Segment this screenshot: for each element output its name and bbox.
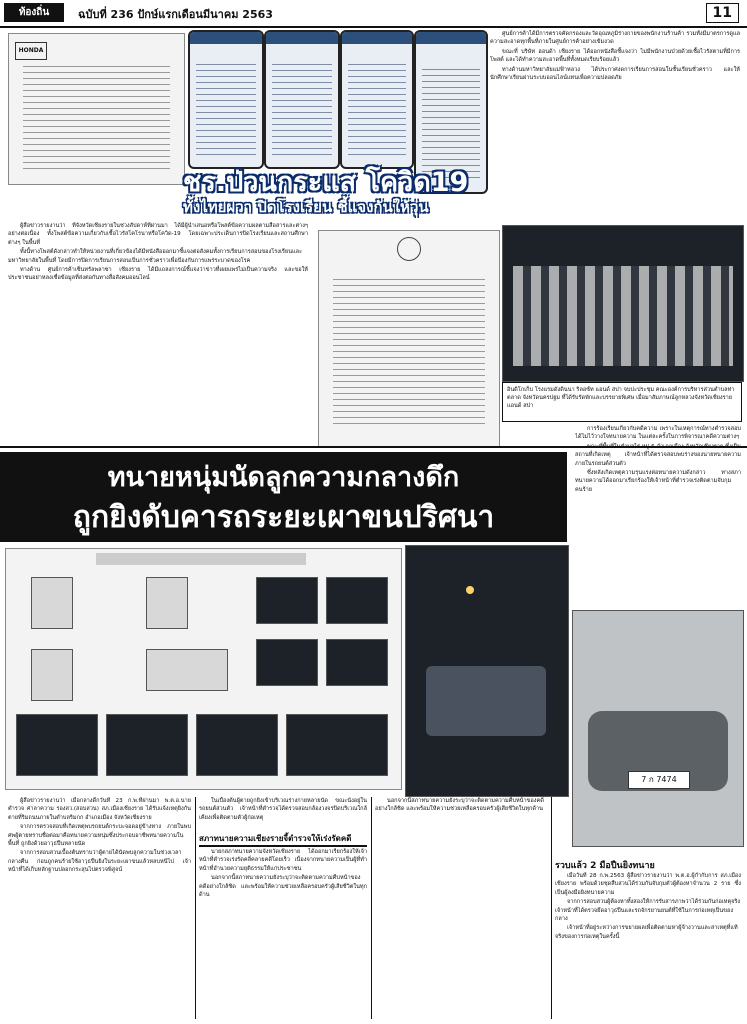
cctv-thumb-3 (196, 714, 278, 776)
crime-headline-block (0, 452, 567, 542)
paragraph: การร้องเรียนเกี่ยวกับคดีความ เพราะในเหตุการณ์ทางตำรวจสอบได้ไม่ไว้วางใจทนายความ ในแต่ละครั้งในการพิจารณาคดีความต่างๆ (575, 426, 741, 441)
crime-body-column-2 (199, 848, 367, 1019)
gunmen-subhead: รวบแล้ว 2 มือปืนยิงทนาย (555, 861, 655, 871)
paragraph: ทางด้าน ศูนย์การค้าเซ็นทรัลพลาซา เชียงราย ได้มีแถลงการณ์ชี้แจงว่าข่าวที่เผยแพร่ไม่เป็นความจริง และขอให้ประชาชนอย่าหลงเชื่อข้อมูลที่ส่งต่อกันทางสื่อสังคมออนไลน์ (8, 267, 308, 282)
paragraph: จากการสอบสวนผู้ต้องหาทั้งสองให้การรับสารภาพว่าได้ร่วมกันก่อเหตุจริง เจ้าหน้าที่ได้ตรวจยึดอาวุธปืนและรถจักรยานยนต์ที่ใช้ในการก่อเหตุเป็นของกลาง (555, 899, 741, 923)
paragraph: ผู้สื่อข่าวรายงานว่า ที่จังหวัดเชียงรายในช่วงสัปดาห์ที่ผ่านมา ได้มีผู้นำเสนอหรือโพสต์ข้อความผลตามสื่อสารและต่างๆ อย่างต่อเนื่อง ทั้งโพสต์ข้อความเกี่ยวกับเชื้อไวรัสโคโรนาหรือโควิด-19 โดยเฉพาะประเด็นการปิดโรงเรียนและสถานศึกษาต่างๆ ในพื้นที่ (8, 223, 308, 246)
paragraph: ซึ่งหลังเกิดเหตุความรุนแรงต่อทนายความดังกล่าว ทางสภาทนายความได้ออกมาเรียกร้องให้เจ้าหน้าที่ตำรวจเร่งติดตามจับกุมคนร้าย (575, 470, 741, 493)
top-headline: ชร.ป่วนกระแส โควิด19 (183, 167, 469, 198)
police-subhead: สภาทนายความเชียงรายจี้ตำรวจให้เร่งรัดคดี (199, 832, 367, 847)
top-subheadline: ทั้งไทยผวา ปิดโรงเรียน ชี้แจงกันให้วุ่น (183, 198, 429, 216)
phone-screenshot-3 (340, 30, 414, 169)
cctv-thumb-4 (286, 714, 388, 776)
paragraph: นอกจากนี้สภาทนายความยังระบุว่าจะติดตามความคืบหน้าของคดีอย่างใกล้ชิด และพร้อมให้ความช่วยเหลือครอบครัวผู้เสียชีวิตในทุกด้าน (375, 798, 544, 813)
honda-letter-image (8, 33, 185, 185)
paragraph: จากการตรวจสอบที่เกิดเหตุพบรถยนต์กระบะจอดอยู่ข้างทาง ภายในพบศพผู้ตายทราบชื่อต่อมาคือทนายความหนุ่มซึ่งประกอบอาชีพทนายความในพื้นที่ ถูกยิงด้วยอาวุธปืนหลายนัด (8, 824, 191, 848)
phone-screenshot-1 (188, 30, 264, 169)
event-photo (502, 225, 744, 382)
evidence-thumb (146, 649, 228, 691)
paragraph: เมื่อวันที่ 28 ก.พ.2563 ผู้สื่อข่าวรายงานว่า พ.ต.อ.ผู้กำกับการ สภ.เมืองเชียงราย พร้อมด้วยชุดสืบสวนได้ร่วมกันจับกุมตัวผู้ต้องหาจำนวน 2 ราย ซึ่งเป็นผู้ลงมือยิงทนายความ (555, 873, 741, 896)
car-photo (572, 610, 744, 847)
paragraph: สถานที่เกิดเหตุ เจ้าหน้าที่ได้ตรวจสอบพบร่างของนายทนายความภายในรถยนต์ส่วนตัว (575, 452, 741, 467)
cctv-thumb-1 (16, 714, 98, 776)
top-story-right-column (490, 30, 740, 220)
paragraph: ทางด้านมหาวิทยาลัยแม่ฟ้าหลวง ได้ประกาศงดการเรียนการสอนในชั้นเรียนชั่วคราว และให้นักศึกษาเรียนผ่านระบบออนไลน์แทนเพื่อความปลอดภัย (490, 66, 740, 82)
paragraph: ในเบื้องต้นผู้ตายถูกยิงเข้าบริเวณร่างกายหลายนัด ขณะนั่งอยู่ในรถยนต์ส่วนตัว เจ้าหน้าที่ตำรวจได้ตรวจสอบกล้องวงจรปิดบริเวณใกล้เคียงเพื่อติดตามตัวผู้ก่อเหตุ (199, 798, 367, 821)
crime-scene-thumb-1 (256, 577, 318, 624)
paragraph: นายกสภาทนายความจังหวัดเชียงราย ได้ออกมาเรียกร้องให้เจ้าหน้าที่ตำรวจเร่งรัดคลี่คลายคดีโดยเร็ว เนื่องจากทนายความเป็นผู้ที่ทำหน้าที่อำนวยความยุติธรรมให้แก่ประชาชน (199, 849, 367, 872)
top-story-left-column (8, 222, 308, 447)
crime-scene-thumb-3 (256, 639, 318, 686)
night-crime-scene-photo (405, 545, 569, 797)
crime-headline-line1: ทนายหนุ่มนัดลูกความกลางดึก (107, 462, 460, 493)
event-photo-caption (502, 382, 742, 422)
honda-logo: HONDA (15, 42, 47, 60)
suspect-photo-2 (31, 649, 73, 701)
police-suspect-chart (5, 548, 402, 790)
phone-screenshot-2 (264, 30, 340, 169)
paragraph: จากการสอบสวนเบื้องต้นทราบว่าผู้ตายได้นัดพบลูกความในช่วงเวลากลางคืน ก่อนถูกคนร้ายใช้อาวุธปืนยิงในระยะเผาขนแล้วหลบหนีไป เจ้าหน้าที่ได้เก็บหลักฐานปลอกกระสุนไปตรวจพิสูจน์ (8, 850, 191, 874)
paragraph: ศูนย์การค้าได้มีการตรวจคัดกรองและวัดอุณหภูมิร่างกายของพนักงานร้านค้า รวมทั้งมีมาตรการดูแลความสะอาดทุกพื้นที่ภายในศูนย์การค้าอย่างเข้มงวด (490, 31, 740, 46)
top-headline-block (183, 168, 483, 220)
suspect-photo-1 (31, 577, 73, 629)
paragraph: นอกจากนี้สภาทนายความยังระบุว่าจะติดตามความคืบหน้าของคดีอย่างใกล้ชิด และพร้อมให้ความช่วยเหลือครอบครัวผู้เสียชีวิตในทุกด้าน (199, 875, 367, 899)
masthead (0, 0, 747, 28)
cctv-thumb-2 (106, 714, 188, 776)
crime-headline-line2: ถูกยิงดับคารถระยะเผาขนปริศนา (72, 500, 495, 535)
crime-body-column-3 (375, 797, 547, 1019)
university-letter-image (318, 230, 500, 447)
crime-scene-thumb-2 (326, 577, 388, 624)
license-plate: 7 ก 7474 (628, 771, 690, 789)
paragraph: ผู้สื่อข่าวรายงานว่า เมื่อกลางดึกวันที่ 23 ก.พ.ที่ผ่านมา พ.ต.อ.นายตำรวจ ศาลาความ รองสว.(สอบสวน) สภ.เมืองเชียงราย ได้รับแจ้งเหตุยิงกันตายที่ริมถนนภายในตำบลริมกก อำเภอเมือง จังหวัดเชียงราย (8, 798, 191, 821)
crime-body-column-1 (8, 797, 191, 1019)
seal-icon (397, 237, 421, 261)
paragraph: ทั้งนี้ทางโพสต์ดังกล่าวทำให้หน่วยงานที่เกี่ยวข้องได้มีหนังสือออกมาชี้แจงต่อสังคมทั้งการเรียนการสอนของโรงเรียนและมหาวิทยาลัยในพื้นที่ โดยมีการปิดการเรียนการสอนเป็นการชั่วคราวเพื่อป้องกันการแพร่ระบาดของโรค (8, 249, 303, 264)
caption-text: อินดิโกเก็บ โรงแรมดังดินนา ริลอซ์ท แอนด์ สปา จบปะประชุม คณะองค์การบริหารส่วนตำบลท่าตลาด จังหวัดนครปฐม ที่ได้รับรัดพักและบรรยายพิเศษ เมื่อมาสัมภาษณ์ลูกหลวงจังหวัดเชียงราย แอนด์ สปา (507, 387, 735, 409)
page-number: 11 (706, 3, 739, 23)
suspect-photo-3 (146, 577, 188, 629)
crime-body-column-4 (555, 872, 741, 1019)
paragraph: ขณะที่ บริษัท ฮอนด้า เชียงราย ได้ออกหนังสือชี้แจงว่า ไม่มีพนักงานป่วยด้วยเชื้อไวรัสตามที่มีการโพสต์ และได้ทำความสะอาดพื้นที่ทั้งหมดเรียบร้อยแล้ว (490, 48, 740, 64)
crime-right-intro (575, 425, 741, 605)
paragraph: เจ้าหน้าที่อยู่ระหว่างการขยายผลเพื่อติดตามหาผู้จ้างวานและสาเหตุที่แท้จริงของการก่อเหตุในครั้งนี้ (555, 925, 738, 940)
section-divider (0, 446, 747, 448)
newspaper-logo: ท้องถิ่น (4, 3, 64, 22)
issue-line: ฉบับที่ 236 ปักษ์แรกเดือนมีนาคม 2563 (78, 8, 273, 21)
crime-scene-thumb-4 (326, 639, 388, 686)
